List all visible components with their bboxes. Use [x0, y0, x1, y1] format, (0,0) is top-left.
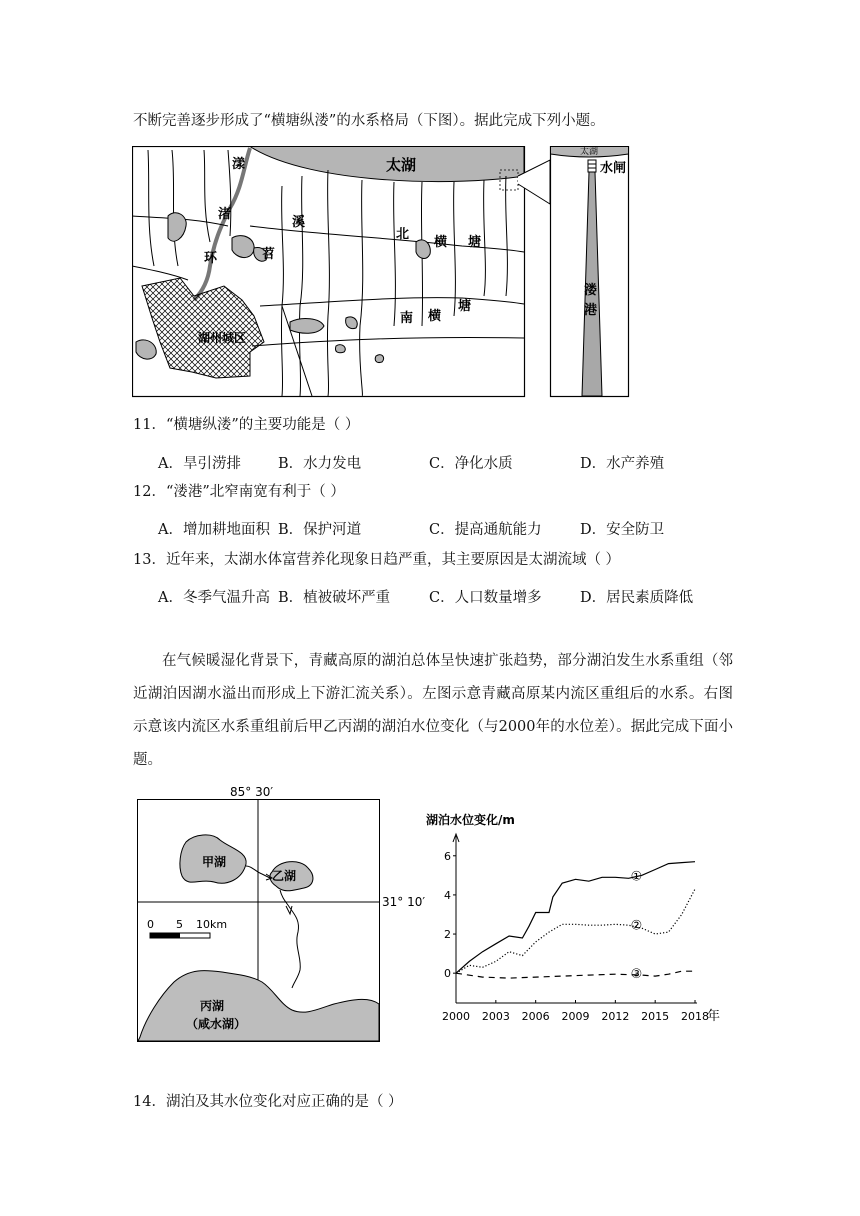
x-tick-label: 2003 — [481, 1010, 510, 1023]
longitude-label: 85° 30′ — [230, 785, 274, 799]
question-stem: 11．“横塘纵溇”的主要功能是（ ） — [133, 417, 360, 433]
option-b[interactable]: B．水力发电 — [278, 456, 362, 472]
label-heng1: 横 — [434, 235, 448, 250]
x-tick-label: 2000 — [442, 1010, 470, 1023]
option-d[interactable]: D．水产养殖 — [580, 456, 665, 472]
label-heng2: 横 — [428, 309, 442, 324]
lake-jia-label: 甲湖 — [202, 855, 227, 869]
label-tang2: 塘 — [458, 299, 472, 314]
x-axis-label: 年 — [707, 1009, 721, 1024]
option-c[interactable]: C．人口数量增多 — [429, 590, 542, 606]
taihu-water-system-map — [132, 146, 630, 398]
inset-taihu-label: 太湖 — [580, 147, 599, 157]
label-xi: 溪 — [292, 215, 306, 230]
option-b[interactable]: B．保护河道 — [278, 522, 362, 538]
taihu-label: 太湖 — [386, 156, 417, 174]
label-bei: 北 — [396, 227, 410, 242]
chart-title: 湖泊水位变化/m — [426, 813, 515, 827]
label-yang: 漾 — [232, 157, 246, 172]
lake-yi-label: 乙湖 — [272, 869, 297, 883]
lake-bing-label: 丙湖 — [200, 999, 225, 1013]
option-c[interactable]: C．提高通航能力 — [429, 522, 542, 538]
question-14: 14．湖泊及其水位变化对应正确的是（ ） — [133, 1094, 403, 1110]
scale-0: 0 — [147, 918, 154, 931]
series-line-3 — [456, 971, 695, 978]
label-zhu: 渚 — [218, 207, 232, 222]
option-b[interactable]: B．植被破坏严重 — [278, 590, 391, 606]
intro-paragraph-2: 在气候暖湿化背景下，青藏高原的湖泊总体呈快速扩张趋势，部分湖泊发生水系重组（邻近湖泊因湖水溢出而形成上下游汇流关系）。左图示意青藏高原某内流区重组后的水系。右图示意该内流区水系重组前后甲乙丙湖的湖泊水位变化（与2000年的水位差）。据此完成下面小题。 — [133, 653, 733, 768]
y-tick-label: 0 — [444, 967, 451, 981]
option-a[interactable]: A．旱引涝排 — [158, 456, 241, 472]
series-label-1: ① — [630, 869, 643, 885]
series-line-1 — [456, 862, 695, 974]
lougang-label-1: 溇 — [584, 283, 598, 298]
option-d[interactable]: D．安全防卫 — [580, 522, 665, 538]
intro-text: 不断完善逐步形成了“横塘纵溇”的水系格局（下图）。据此完成下列小题。 — [133, 113, 605, 129]
x-tick-label: 2015 — [641, 1010, 670, 1023]
lake-system-map — [130, 782, 440, 1044]
option-a[interactable]: A．增加耕地面积 — [158, 522, 270, 538]
series-label-2: ② — [630, 918, 643, 934]
option-d[interactable]: D．居民素质降低 — [580, 590, 694, 606]
question-stem: 12．“溇港”北窄南宽有利于（ ） — [133, 484, 345, 500]
y-tick-label: 6 — [444, 849, 451, 863]
label-tiao: 苕 — [262, 247, 276, 262]
latitude-label: 31° 10′ — [382, 895, 426, 909]
label-city: 湖州城区 — [198, 331, 247, 345]
option-a[interactable]: A．冬季气温升高 — [158, 590, 270, 606]
scale-5: 5 — [176, 918, 183, 931]
lougang-label-2: 港 — [584, 303, 598, 318]
scale-10: 10km — [196, 918, 228, 931]
x-tick-label: 2012 — [601, 1010, 630, 1023]
label-tang1: 塘 — [468, 235, 482, 250]
y-tick-label: 2 — [444, 928, 451, 942]
lake-level-chart — [420, 806, 740, 1038]
series-line-2 — [456, 889, 695, 973]
series-label-3: ③ — [630, 967, 643, 983]
y-tick-label: 4 — [444, 888, 451, 902]
label-huan: 环 — [204, 251, 218, 266]
question-stem: 13．近年来，太湖水体富营养化现象日趋严重，其主要原因是太湖流域（ ） — [133, 552, 621, 568]
label-nan: 南 — [400, 311, 414, 326]
sluice-label: 水闸 — [600, 161, 627, 176]
x-tick-label: 2018 — [681, 1010, 710, 1023]
lake-bing-note: （咸水湖） — [186, 1017, 247, 1031]
x-tick-label: 2009 — [561, 1010, 590, 1023]
option-c[interactable]: C．净化水质 — [429, 456, 513, 472]
x-tick-label: 2006 — [521, 1010, 550, 1023]
